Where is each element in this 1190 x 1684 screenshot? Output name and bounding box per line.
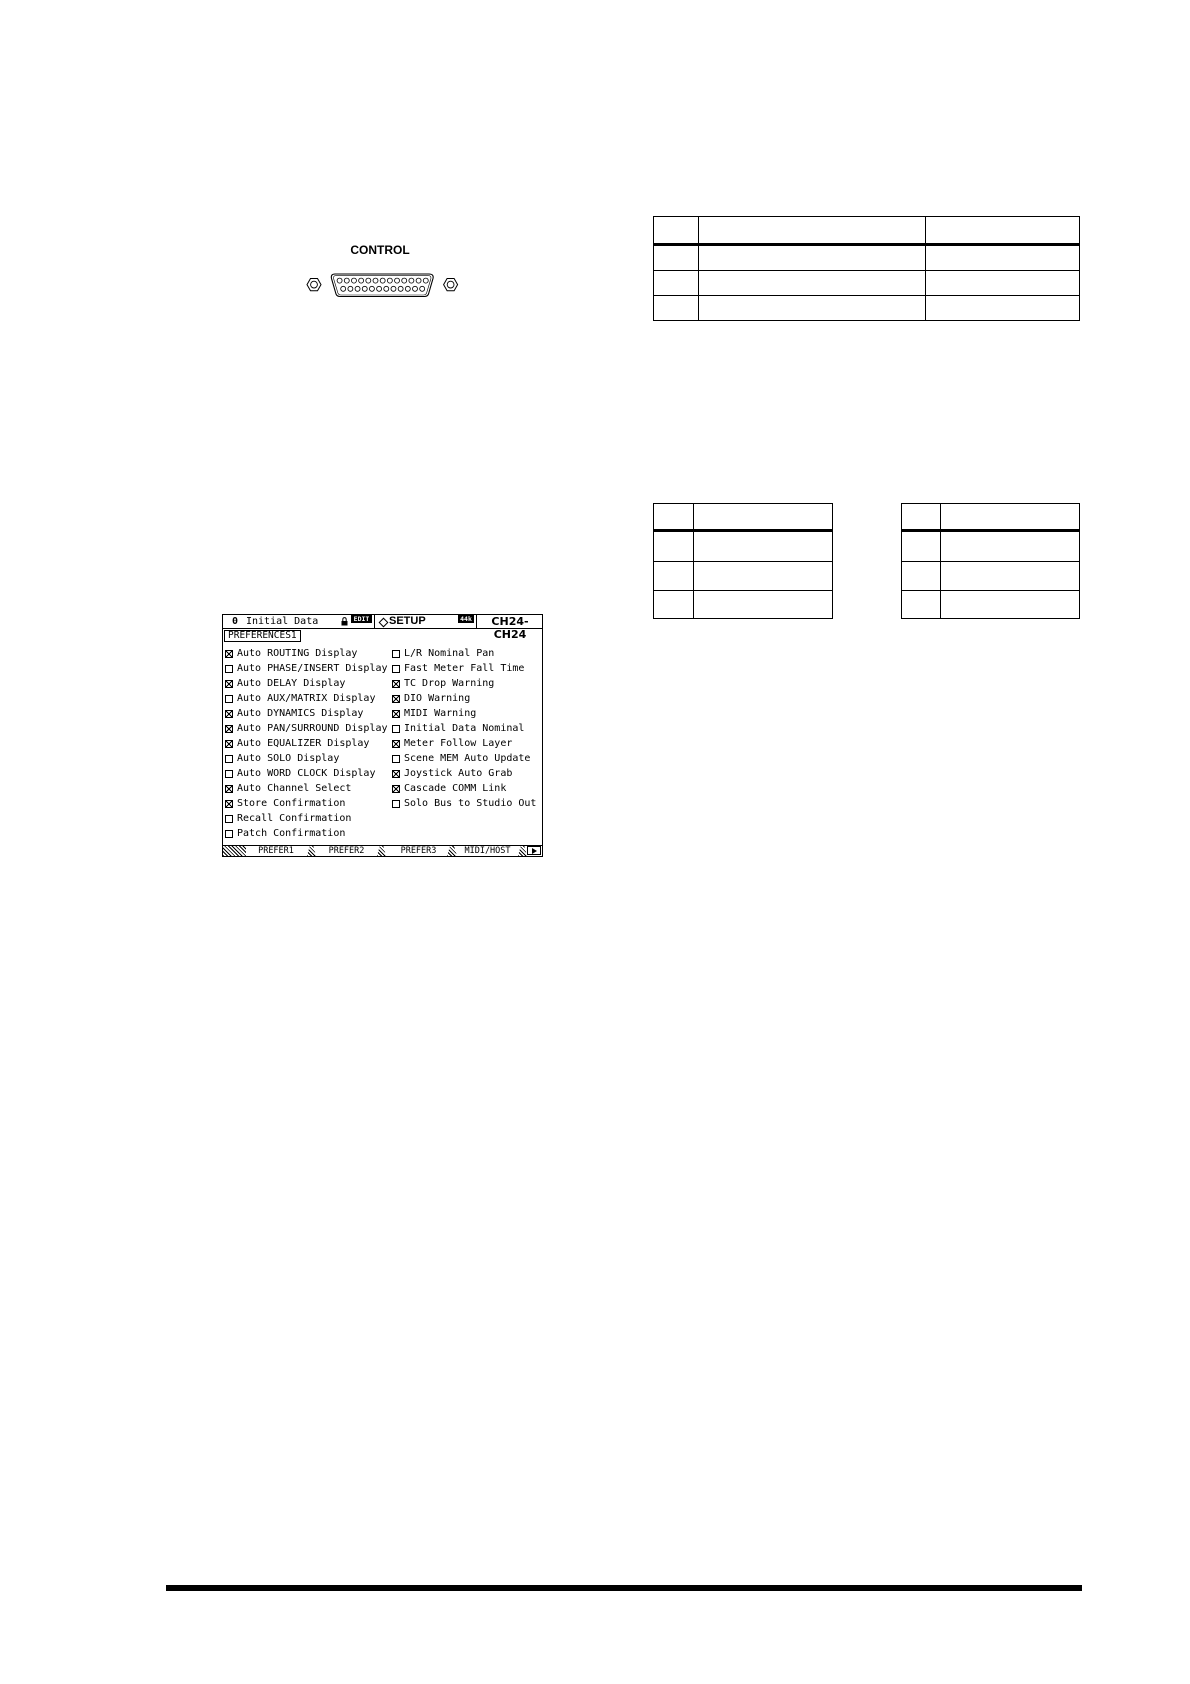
connector-pin — [348, 286, 353, 291]
table-cell — [926, 245, 1080, 271]
preference-option[interactable] — [225, 797, 388, 812]
checkbox-unchecked-icon[interactable] — [225, 695, 233, 703]
preference-option[interactable] — [225, 782, 388, 797]
preference-option[interactable] — [392, 661, 536, 676]
preference-option-label: Auto SOLO Display — [237, 753, 340, 765]
preference-options-right — [392, 646, 536, 812]
preference-option-label: Fast Meter Fall Time — [404, 662, 525, 674]
preference-option[interactable] — [392, 797, 536, 812]
tab-prefer2[interactable]: PREFER2 — [328, 846, 365, 856]
connector-pin — [387, 278, 392, 283]
preference-option-label: Auto ROUTING Display — [237, 647, 358, 659]
tab-prefer1[interactable]: PREFER1 — [258, 846, 294, 856]
connector-pin — [377, 286, 382, 291]
checkbox-checked-icon[interactable] — [225, 725, 233, 733]
table-cell — [902, 531, 941, 562]
tab-midi-host[interactable]: MIDI/HOST — [464, 846, 511, 856]
tab-separator — [307, 846, 316, 856]
lcd-screen — [222, 614, 543, 857]
connector-pin — [373, 278, 378, 283]
preference-option[interactable] — [225, 721, 388, 736]
preference-option-label: Recall Confirmation — [237, 813, 352, 825]
table-cell — [902, 562, 941, 591]
table-cell — [699, 245, 926, 271]
preference-option[interactable] — [225, 661, 388, 676]
preference-option[interactable] — [225, 676, 388, 691]
preference-option-label: DIO Warning — [404, 692, 471, 704]
table-header-cell — [699, 217, 926, 245]
preference-option-label: Auto PHASE/INSERT Display — [237, 662, 388, 674]
preference-option[interactable] — [392, 752, 536, 767]
tab-separator — [518, 846, 527, 856]
connector-pin — [369, 286, 374, 291]
connector-pin — [413, 286, 418, 291]
checkbox-checked-icon[interactable] — [225, 680, 233, 688]
tab-separator — [447, 846, 457, 856]
table-header-cell — [654, 504, 694, 531]
table-cell — [941, 591, 1080, 619]
connector-pin — [355, 286, 360, 291]
connector-pin — [423, 278, 428, 283]
preference-option[interactable] — [392, 646, 536, 661]
table-cell — [694, 531, 833, 562]
preference-option-label: Initial Data Nominal — [404, 722, 525, 734]
connector-pin — [351, 278, 356, 283]
checkbox-unchecked-icon[interactable] — [392, 725, 400, 733]
preference-option-label: Auto DELAY Display — [237, 677, 346, 689]
preference-option-label: TC Drop Warning — [404, 677, 495, 689]
checkbox-checked-icon[interactable] — [392, 680, 400, 688]
connector-pin — [359, 278, 364, 283]
diamond-icon — [379, 618, 389, 628]
table-cell — [941, 531, 1080, 562]
title-divider — [374, 615, 375, 628]
preference-option-label: Meter Follow Layer — [404, 738, 513, 749]
footer-rule — [166, 1585, 1082, 1591]
tab-bar-hatch — [223, 846, 246, 856]
preference-option[interactable] — [225, 691, 388, 706]
table-cell — [699, 271, 926, 296]
connector-pin — [384, 286, 389, 291]
checkbox-checked-icon[interactable] — [392, 785, 400, 793]
connector-pin — [344, 278, 349, 283]
next-page-button[interactable] — [527, 846, 541, 855]
tab-separator — [377, 846, 386, 856]
table-header-cell — [694, 504, 833, 531]
preference-option[interactable] — [225, 767, 388, 782]
d-sub-connector-icon — [300, 270, 465, 301]
table-cell — [654, 591, 694, 619]
table-top-right — [653, 216, 1080, 321]
preference-option-label: Auto DYNAMICS Display — [237, 707, 364, 719]
checkbox-checked-icon[interactable] — [225, 800, 233, 808]
table-cell — [902, 591, 941, 619]
preference-option[interactable] — [392, 691, 536, 706]
connector-pin — [337, 278, 342, 283]
checkbox-unchecked-icon[interactable] — [225, 755, 233, 763]
connector-pin — [362, 286, 367, 291]
table-cell — [926, 271, 1080, 296]
preference-option-label: Auto WORD CLOCK Display — [237, 768, 376, 780]
preference-option[interactable] — [392, 782, 536, 797]
next-page-arrow-icon — [532, 848, 537, 854]
preference-option-label: Auto AUX/MATRIX Display — [237, 692, 376, 704]
table-middle-right — [901, 503, 1080, 619]
selected-channel: CH24-CH24 — [476, 615, 543, 628]
table-cell — [654, 562, 694, 591]
table-cell — [654, 271, 699, 296]
sample-rate-indicator: 44k — [458, 615, 474, 623]
checkbox-unchecked-icon[interactable] — [225, 770, 233, 778]
table-middle-left — [653, 503, 833, 619]
connector-label: CONTROL — [350, 243, 410, 257]
preference-option[interactable] — [225, 827, 388, 842]
preference-option[interactable] — [392, 676, 536, 691]
preference-option-label: Patch Confirmation — [237, 828, 346, 840]
right-screw-icon — [444, 279, 458, 291]
checkbox-unchecked-icon[interactable] — [225, 815, 233, 823]
checkbox-checked-icon[interactable] — [225, 785, 233, 793]
preference-option-label: L/R Nominal Pan — [404, 647, 495, 659]
checkbox-checked-icon[interactable] — [225, 650, 233, 658]
preference-option[interactable] — [225, 736, 388, 751]
preference-option-label: Scene MEM Auto Update — [404, 753, 531, 765]
preference-option-label: Auto EQUALIZER Display — [237, 738, 370, 749]
table-header-cell — [941, 504, 1080, 531]
preference-option-label: Cascade COMM Link — [404, 783, 507, 795]
preference-option-label: Auto PAN/SURROUND Display — [237, 722, 388, 734]
connector-shell — [331, 274, 433, 297]
preference-option[interactable] — [392, 736, 536, 751]
checkbox-unchecked-icon[interactable] — [392, 755, 400, 763]
lcd-tab-bar — [223, 845, 542, 856]
tab-prefer3[interactable]: PREFER3 — [400, 846, 437, 856]
preference-option-label: Auto Channel Select — [237, 783, 352, 795]
table-cell — [941, 562, 1080, 591]
table-cell — [699, 296, 926, 321]
checkbox-unchecked-icon[interactable] — [225, 830, 233, 838]
page-title: SETUP — [389, 615, 426, 627]
table-cell — [654, 245, 699, 271]
preference-option-label: Joystick Auto Grab — [404, 768, 513, 780]
preference-option[interactable] — [225, 706, 388, 721]
checkbox-unchecked-icon[interactable] — [392, 800, 400, 808]
preference-option-label: MIDI Warning — [404, 707, 477, 719]
preference-option[interactable] — [225, 646, 388, 661]
checkbox-unchecked-icon[interactable] — [392, 665, 400, 673]
table-header-cell — [654, 217, 699, 245]
checkbox-checked-icon[interactable] — [392, 695, 400, 703]
connector-pin — [391, 286, 396, 291]
table-header-cell — [902, 504, 941, 531]
edit-indicator: EDIT — [351, 615, 372, 623]
preference-option[interactable] — [392, 767, 536, 782]
left-screw-icon — [307, 279, 321, 291]
preference-option[interactable] — [392, 706, 536, 721]
checkbox-checked-icon[interactable] — [392, 740, 400, 748]
preference-option-label: Solo Bus to Studio Out — [404, 798, 537, 810]
connector-pin — [409, 278, 414, 283]
connector-pin — [420, 286, 425, 291]
connector-pin — [405, 286, 410, 291]
checkbox-checked-icon[interactable] — [225, 740, 233, 748]
checkbox-checked-icon[interactable] — [392, 770, 400, 778]
connector-pin — [341, 286, 346, 291]
connector-pin — [366, 278, 371, 283]
checkbox-checked-icon[interactable] — [392, 710, 400, 718]
table-cell — [654, 531, 694, 562]
lock-icon — [341, 617, 348, 626]
preference-options-left — [225, 646, 388, 842]
preference-option-label: Store Confirmation — [237, 798, 346, 810]
preference-option[interactable] — [392, 721, 536, 736]
connector-pin — [395, 278, 400, 283]
scene-title: Initial Data — [246, 616, 319, 627]
connector-pin — [380, 278, 385, 283]
table-header-cell — [926, 217, 1080, 245]
table-cell — [694, 562, 833, 591]
section-label: PREFERENCES1 — [224, 630, 301, 642]
checkbox-unchecked-icon[interactable] — [392, 650, 400, 658]
table-cell — [694, 591, 833, 619]
connector-pin — [416, 278, 421, 283]
connector-pin — [398, 286, 403, 291]
checkbox-checked-icon[interactable] — [225, 710, 233, 718]
table-cell — [654, 296, 699, 321]
checkbox-unchecked-icon[interactable] — [225, 665, 233, 673]
preference-option[interactable] — [225, 752, 388, 767]
table-cell — [926, 296, 1080, 321]
connector-pin — [402, 278, 407, 283]
preference-option[interactable] — [225, 812, 388, 827]
scene-number: 0 — [232, 616, 239, 627]
